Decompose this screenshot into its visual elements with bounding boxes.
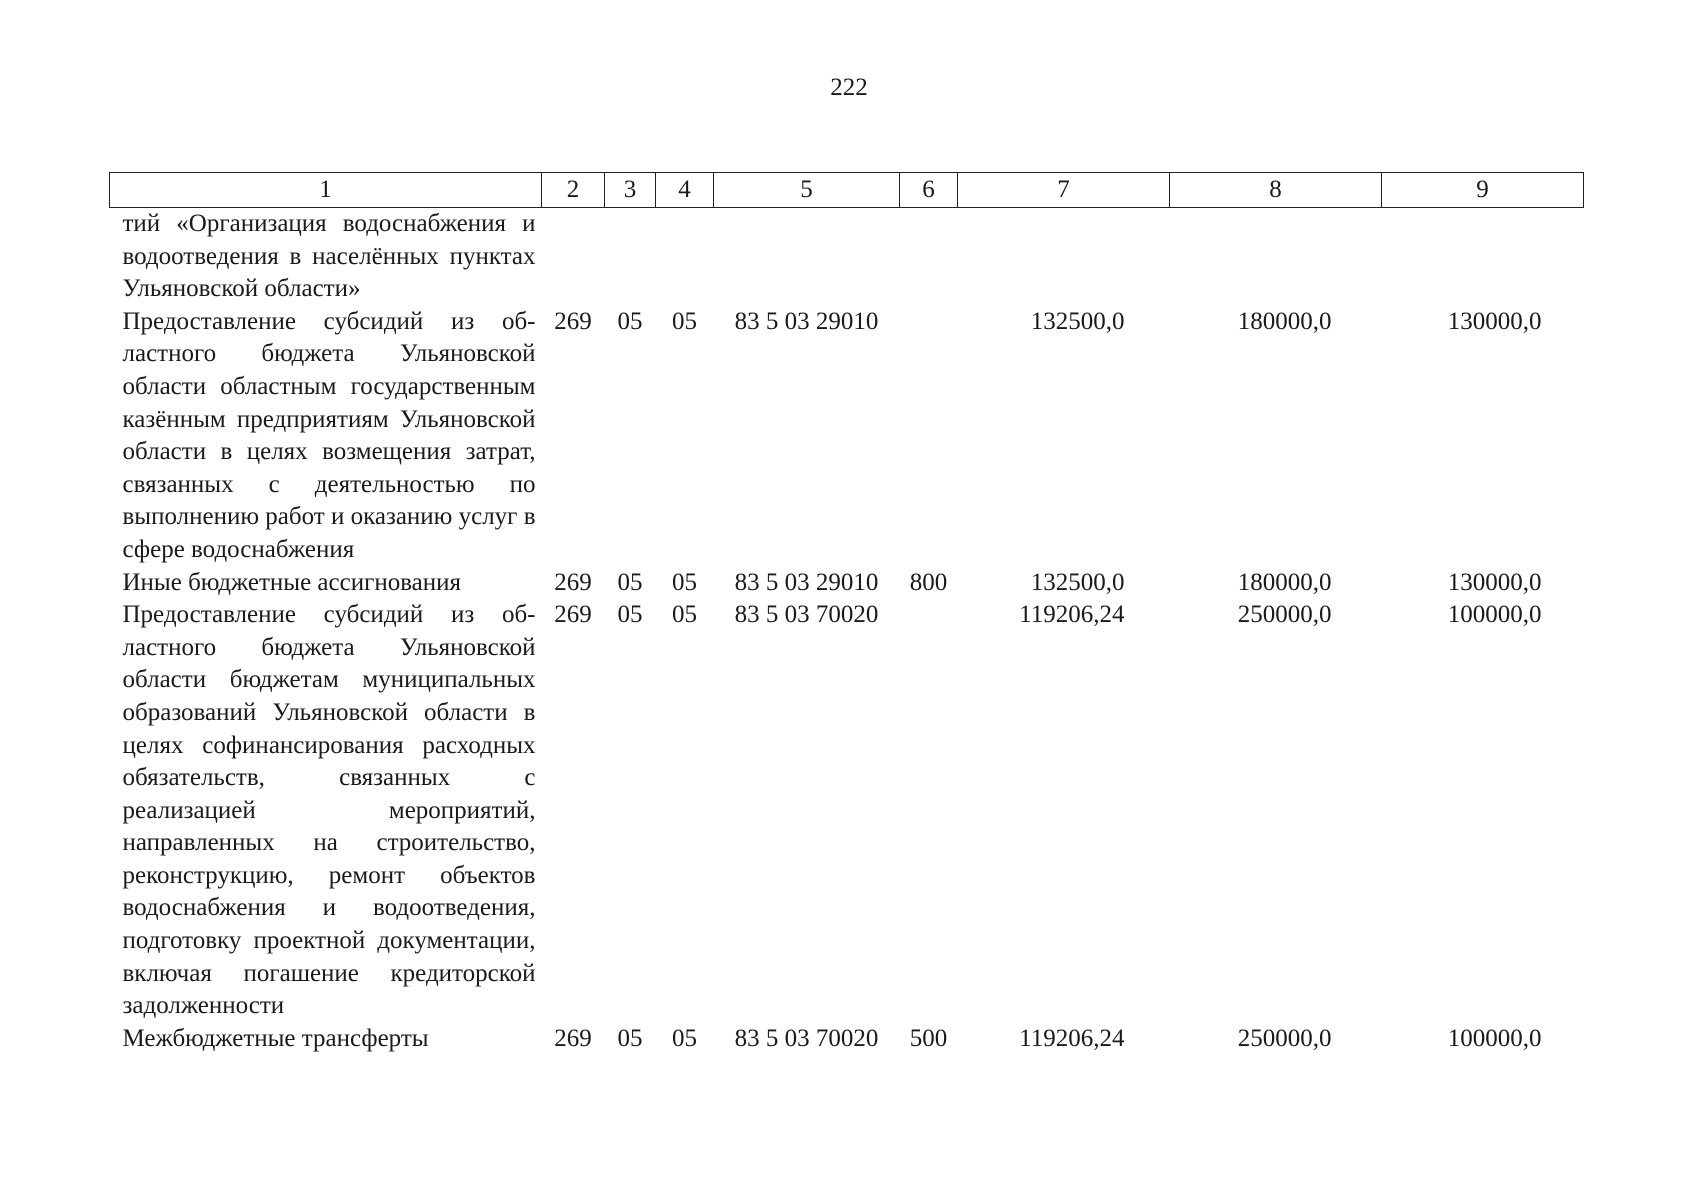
cell-col-9 — [1382, 208, 1584, 306]
budget-table — [109, 172, 1584, 1055]
header-col-7: 7 — [958, 173, 1170, 208]
cell-col-8: 250000,0 — [1237, 601, 1332, 629]
cell-col-9: 130000,0 — [1447, 568, 1542, 596]
cell-col-3: 05 — [617, 307, 643, 335]
cell-col-6 — [900, 599, 958, 1023]
cell-col-8: 180000,0 — [1237, 307, 1332, 335]
cell-col-3: 05 — [617, 568, 643, 596]
cell-col-3: 05 — [617, 1024, 643, 1052]
header-col-1: 1 — [110, 173, 542, 208]
cell-col-5: 83 5 03 29010 — [734, 307, 879, 335]
header-col-3: 3 — [605, 173, 656, 208]
header-col-8: 8 — [1170, 173, 1382, 208]
cell-col-7: 119206,24 — [1019, 1024, 1125, 1052]
cell-col-8: 250000,0 — [1237, 1024, 1332, 1052]
cell-col-2: 269 — [554, 568, 592, 596]
table-header — [110, 173, 1584, 208]
cell-col-3 — [605, 208, 656, 306]
cell-col-5: 83 5 03 29010 — [734, 568, 879, 596]
cell-col-7: 132500,0 — [1030, 307, 1125, 335]
cell-col-9: 100000,0 — [1447, 601, 1542, 629]
cell-col-5: 83 5 03 70020 — [734, 1024, 879, 1052]
cell-col-5: 83 5 03 70020 — [734, 601, 879, 629]
cell-col-4 — [656, 208, 714, 306]
cell-col-2: 269 — [554, 1024, 592, 1052]
table-row — [110, 599, 1584, 1023]
row-name: Межбюджетные трансферты — [122, 1024, 429, 1052]
cell-col-8 — [1170, 208, 1382, 306]
cell-col-8: 180000,0 — [1237, 568, 1332, 596]
cell-col-7 — [958, 208, 1170, 306]
header-col-6: 6 — [900, 173, 958, 208]
cell-col-9: 130000,0 — [1447, 307, 1542, 335]
table-row — [110, 567, 1584, 600]
cell-col-3: 05 — [617, 601, 643, 629]
row-name: Предоставление субсидий из областного бюджета Ульяновской области бюджетам муниципальных образований Ульяновской области в целях софинансирования расходных обязательств, связанных с реализацией мероприятий, направленных на строительство, реконструкцию, ремонт объектов водоснабжения и водоотведения, подготовку проектной документации, включая погашение кредиторской задолженности — [122, 601, 536, 1020]
header-col-4: 4 — [656, 173, 714, 208]
cell-col-6 — [900, 208, 958, 306]
cell-col-5 — [714, 208, 900, 306]
table-row — [110, 306, 1584, 567]
header-row — [110, 173, 1584, 208]
cell-col-4: 05 — [672, 601, 697, 629]
row-name: тий «Организация водоснабжения и водоотведения в населённых пунктах Ульяновской области» — [122, 210, 536, 303]
cell-col-2: 269 — [554, 601, 592, 629]
cell-col-4: 05 — [672, 307, 697, 335]
cell-col-6 — [900, 306, 958, 567]
row-name: Иные бюджетные ассигнования — [122, 568, 462, 596]
cell-col-2 — [542, 208, 605, 306]
row-name: Предоставление субсидий из областного бюджета Ульяновской области областным государственным казённым предприятиям Ульяновской области в целях возмещения затрат, связанных с деятельностью по выполнению работ и оказанию услуг в сфере водоснабжения — [122, 307, 536, 563]
cell-col-6: 800 — [909, 568, 948, 596]
cell-col-2: 269 — [554, 307, 592, 335]
header-col-5: 5 — [714, 173, 900, 208]
cell-col-6: 500 — [909, 1024, 948, 1052]
table-row — [110, 208, 1584, 306]
table-body — [110, 208, 1584, 1056]
cell-col-7: 119206,24 — [1019, 601, 1125, 629]
cell-col-4: 05 — [672, 568, 697, 596]
cell-col-9: 100000,0 — [1447, 1024, 1542, 1052]
cell-col-7: 132500,0 — [1030, 568, 1125, 596]
table-row — [110, 1023, 1584, 1056]
header-col-2: 2 — [542, 173, 605, 208]
cell-col-4: 05 — [672, 1024, 697, 1052]
header-col-9: 9 — [1382, 173, 1584, 208]
page-number: 222 — [830, 74, 868, 101]
